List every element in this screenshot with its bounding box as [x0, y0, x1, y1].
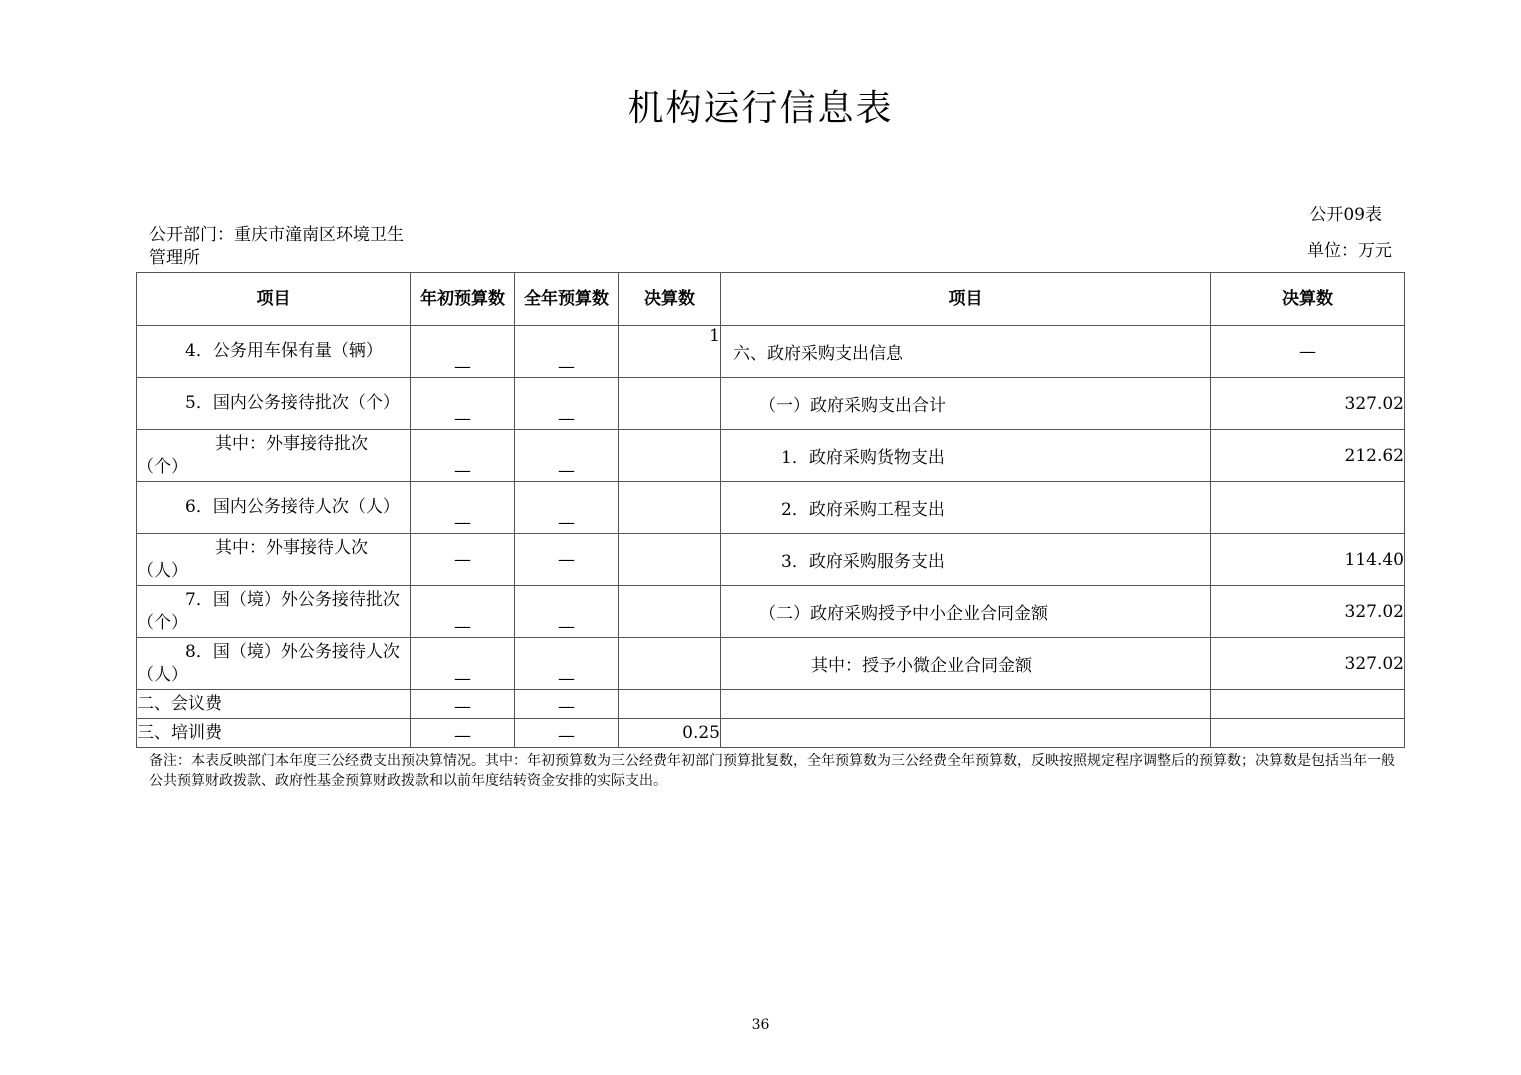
row-final [619, 690, 721, 719]
table-row [137, 719, 1405, 748]
row-final [619, 586, 721, 638]
table-row [137, 638, 1405, 690]
row-final [619, 534, 721, 586]
row-full: — [515, 690, 619, 719]
row-item: 二、会议费 [137, 690, 411, 719]
row-initial: — [411, 638, 515, 690]
page-number: 36 [751, 1017, 770, 1033]
row-final [619, 430, 721, 482]
row-item: 三、培训费 [137, 719, 411, 748]
row-initial: — [411, 719, 515, 748]
row-final [619, 482, 721, 534]
row-initial: — [411, 690, 515, 719]
row-initial: — [411, 482, 515, 534]
table-row [137, 378, 1405, 430]
header-item: 项目 [137, 273, 411, 326]
header-final-amount: 决算数 [619, 273, 721, 326]
operations-info-table [136, 272, 1405, 748]
row-full: — [515, 326, 619, 378]
table-row [137, 534, 1405, 586]
table-row [137, 326, 1405, 378]
table-row [137, 690, 1405, 719]
row-initial: — [411, 326, 515, 378]
row-initial: — [411, 586, 515, 638]
row-right-value: 327.02 [1211, 378, 1405, 430]
header-full-year-budget: 全年预算数 [515, 273, 619, 326]
row-item: 其中：外事接待批次（个） [137, 430, 411, 482]
row-final: 1 [619, 326, 721, 378]
table-header-row [137, 273, 1405, 326]
row-right-item: （一）政府采购支出合计 [721, 378, 1211, 430]
row-full: — [515, 534, 619, 586]
row-final [619, 638, 721, 690]
row-item: 8．国（境）外公务接待人次（人） [137, 638, 411, 690]
department-label: 公开部门：重庆市潼南区环境卫生管理所 [149, 225, 404, 268]
row-right-value: 327.02 [1211, 638, 1405, 690]
row-right-value: — [1211, 326, 1405, 378]
row-right-item: 1．政府采购货物支出 [721, 430, 1211, 482]
header-final-amount-2: 决算数 [1211, 273, 1405, 326]
row-right-value: 114.40 [1211, 534, 1405, 586]
header-initial-budget: 年初预算数 [411, 273, 515, 326]
row-right-value [1211, 482, 1405, 534]
row-right-item [721, 719, 1211, 748]
row-right-item: 2．政府采购工程支出 [721, 482, 1211, 534]
row-right-value [1211, 690, 1405, 719]
table-row [137, 430, 1405, 482]
form-number: 公开09表 [1309, 205, 1382, 225]
row-initial: — [411, 534, 515, 586]
row-full: — [515, 430, 619, 482]
row-right-value: 327.02 [1211, 586, 1405, 638]
footnote: 备注：本表反映部门本年度三公经费支出预决算情况。其中：年初预算数为三公经费年初部门预算批复数，全年预算数为三公经费全年预算数，反映按照规定程序调整后的预算数；决算数是包括当年一般公共预算财政拨款、政府性基金预算财政拨款和以前年度结转资金安排的实际支出。 [149, 753, 1395, 789]
row-final: 0.25 [619, 719, 721, 748]
row-right-item: （二）政府采购授予中小企业合同金额 [721, 586, 1211, 638]
row-right-item [721, 690, 1211, 719]
row-right-item: 其中：授予小微企业合同金额 [721, 638, 1211, 690]
row-initial: — [411, 430, 515, 482]
row-item: 5．国内公务接待批次（个） [137, 378, 411, 430]
row-initial: — [411, 378, 515, 430]
row-full: — [515, 638, 619, 690]
table-row [137, 586, 1405, 638]
row-item: 其中：外事接待人次（人） [137, 534, 411, 586]
row-final [619, 378, 721, 430]
row-full: — [515, 586, 619, 638]
table-row [137, 482, 1405, 534]
row-right-item: 3．政府采购服务支出 [721, 534, 1211, 586]
row-full: — [515, 719, 619, 748]
row-full: — [515, 378, 619, 430]
page-title: 机构运行信息表 [627, 88, 894, 129]
row-item: 4．公务用车保有量（辆） [137, 326, 411, 378]
row-full: — [515, 482, 619, 534]
row-right-item: 六、政府采购支出信息 [721, 326, 1211, 378]
row-right-value: 212.62 [1211, 430, 1405, 482]
row-right-value [1211, 719, 1405, 748]
unit-label: 单位：万元 [1307, 241, 1392, 261]
row-item: 6．国内公务接待人次（人） [137, 482, 411, 534]
row-item: 7．国（境）外公务接待批次（个） [137, 586, 411, 638]
header-item-2: 项目 [721, 273, 1211, 326]
